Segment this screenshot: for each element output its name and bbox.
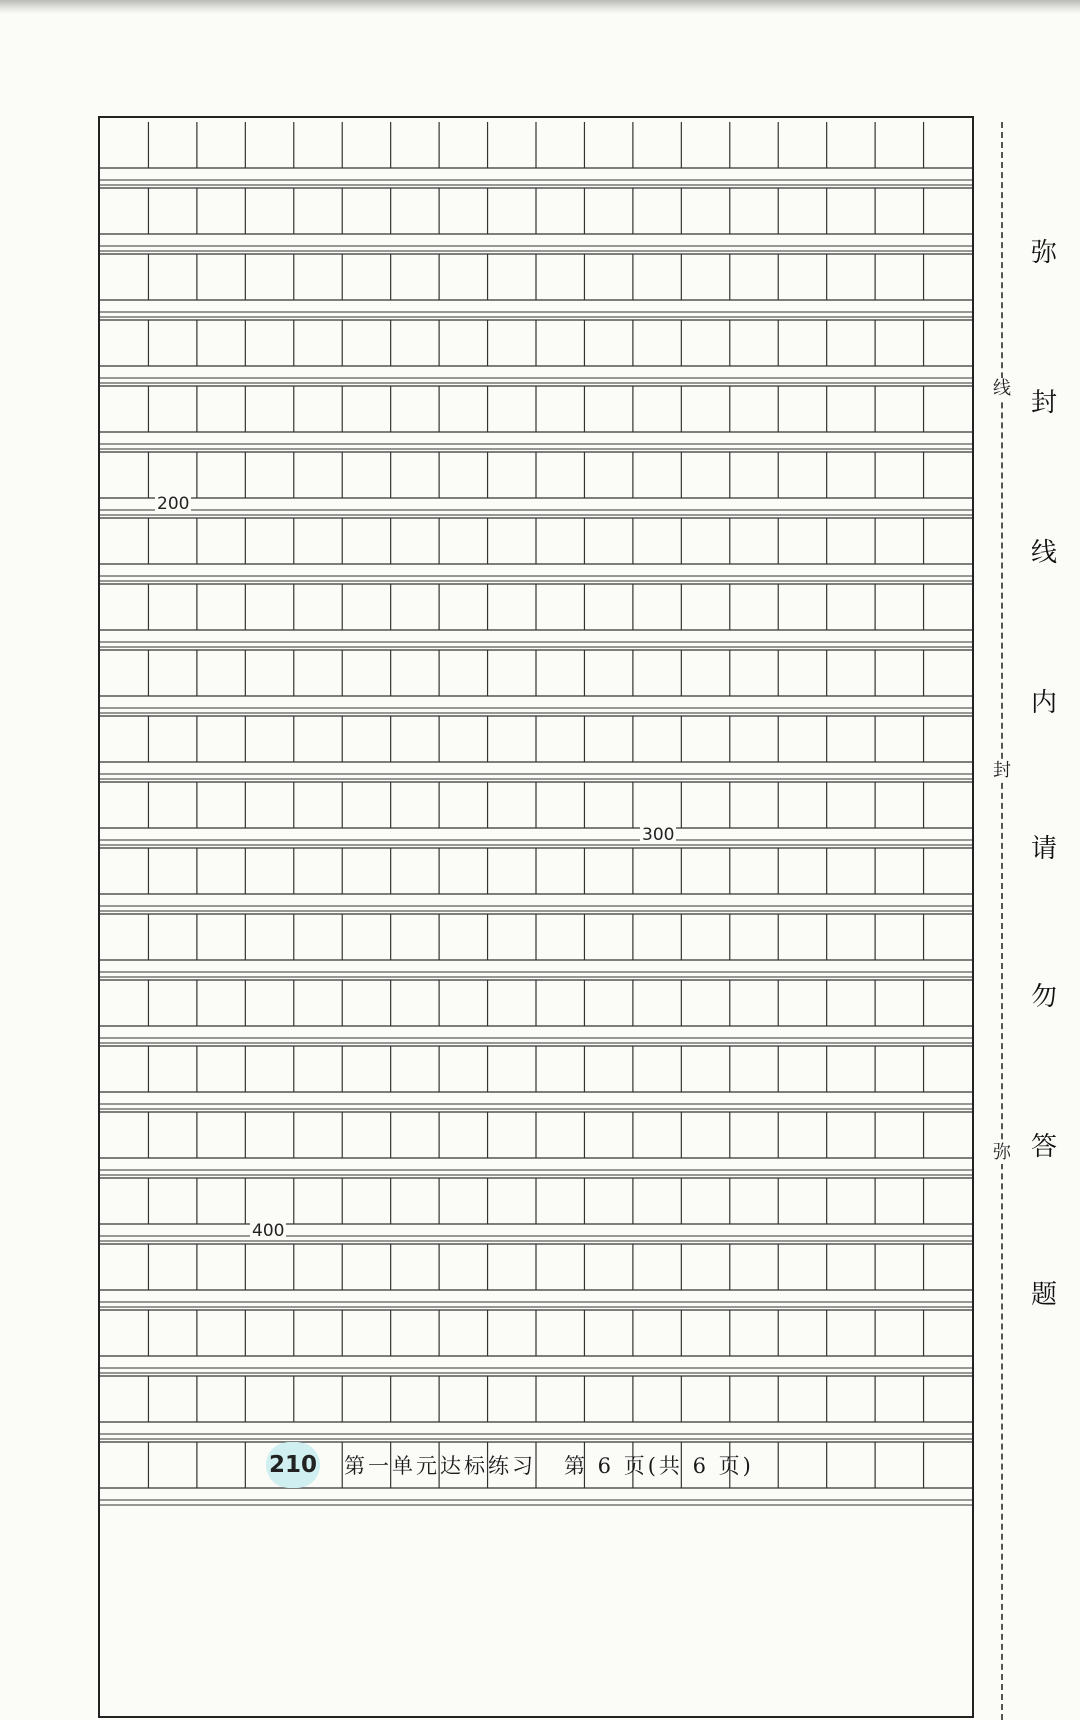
notice-char: 线 — [1030, 538, 1057, 568]
notice-char: 勿 — [1030, 982, 1057, 1012]
page-footer — [266, 1440, 754, 1490]
scan-edge — [0, 0, 1080, 14]
page-number-badge: 210 — [266, 1442, 320, 1488]
notice-char: 内 — [1030, 688, 1057, 718]
footer-page-info: 第 6 页(共 6 页) — [564, 1454, 754, 1478]
seal-label-mi: 弥 — [993, 1142, 1011, 1163]
seal-label-feng: 封 — [993, 760, 1011, 781]
notice-char: 答 — [1030, 1132, 1057, 1162]
count-mark-400: 400 — [252, 1221, 285, 1241]
footer-title: 第一单元达标练习 — [344, 1454, 536, 1478]
count-mark-300: 300 — [642, 825, 675, 845]
count-mark-200: 200 — [157, 494, 190, 514]
notice-char: 题 — [1030, 1280, 1057, 1310]
seal-label-xian: 线 — [993, 378, 1011, 399]
notice-char: 请 — [1030, 834, 1057, 864]
notice-char: 弥 — [1030, 238, 1057, 268]
seal-dashed-line — [1001, 122, 1003, 1720]
notice-char: 封 — [1030, 388, 1057, 418]
